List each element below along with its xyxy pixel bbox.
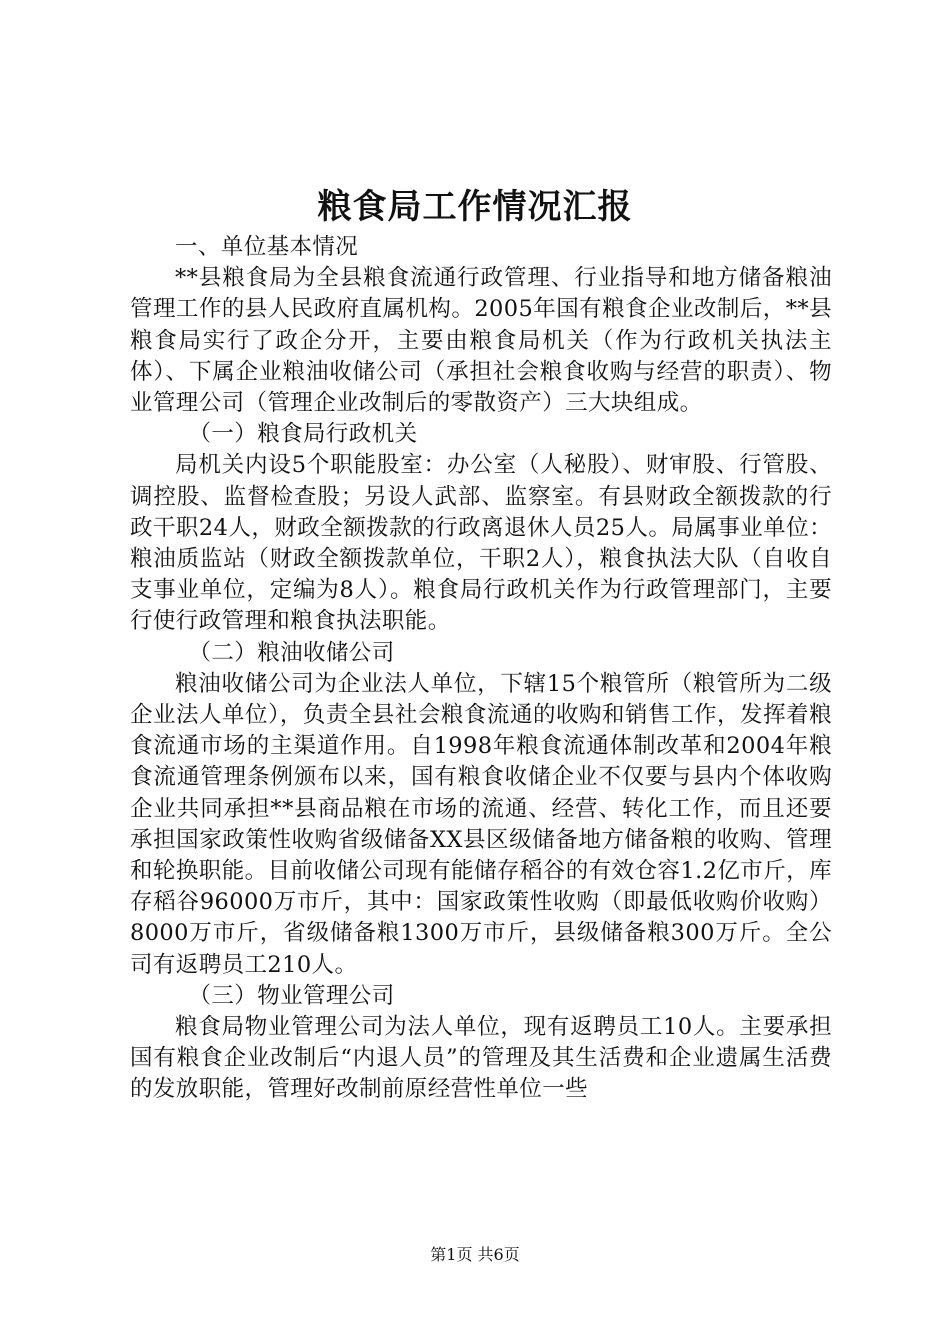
section-paragraph-property-management: 粮食局物业管理公司为法人单位，现有返聘员工10人。主要承担国有粮食企业改制后“内退人员”的管理及其生活费和企业遗属生活费的发放职能，管理好改制前原经营性单位一些 xyxy=(130,1014,832,1103)
section-heading-grain-storage-company: （二）粮油收储公司 xyxy=(188,639,395,666)
section-heading-basic-info: 一、单位基本情况 xyxy=(175,234,359,260)
document-body xyxy=(130,232,832,1106)
section-paragraph-basic-info: **县粮食局为全县粮食流通行政管理、行业指导和地方储备粮油管理工作的县人民政府直属机构。2005年国有粮食企业改制后，**县粮食局实行了政企分开，主要由粮食局机关（作为行政机关执法主体）、下属企业粮油收储公司（承担社会粮食收购与经营的职责）、物业管理公司（管理企业改制后的零散资产）三大块组成。 xyxy=(130,265,832,417)
section-paragraph-admin-office: 局机关内设5个职能股室：办公室（人秘股）、财审股、行管股、调控股、监督检查股；另设人武部、监察室。有县财政全额拨款的行政干职24人，财政全额拨款的行政离退休人员25人。局属事业单位：粮油质监站（财政全额拨款单位，干职2人），粮食执法大队（自收自支事业单位，定编为8人）。粮食局行政机关作为行政管理部门，主要行使行政管理和粮食执法职能。 xyxy=(130,452,832,635)
document-title: 粮食局工作情况汇报 xyxy=(317,187,633,227)
section-heading-admin-office: （一）粮食局行政机关 xyxy=(188,421,418,448)
section-paragraph-grain-storage-company: 粮油收储公司为企业法人单位，下辖15个粮管所（粮管所为二级企业法人单位），负责全县社会粮食流通的收购和销售工作，发挥着粮食流通市场的主渠道作用。自1998年粮食流通体制改革和2004年粮食流通管理条例颁布以来，国有粮食收储企业不仅要与县内个体收购企业共同承担**县商品粮在市场的流通、经营、转化工作，而且还要承担国家政策性收购省级储备XX县区级储备地方储备粮的收购、管理和轮换职能。目前收储公司现有能储存稻谷的有效仓容1.2亿市斤，库存稻谷96000万市斤，其中：国家政策性收购（即最低收购价收购）8000万市斤，省级储备粮1300万市斤，县级储备粮300万斤。全公司有返聘员工210人。 xyxy=(130,670,832,978)
section-heading-property-management: （三）物业管理公司 xyxy=(188,982,395,1009)
page-number-footer: 第1页 共6页 xyxy=(430,1245,520,1264)
